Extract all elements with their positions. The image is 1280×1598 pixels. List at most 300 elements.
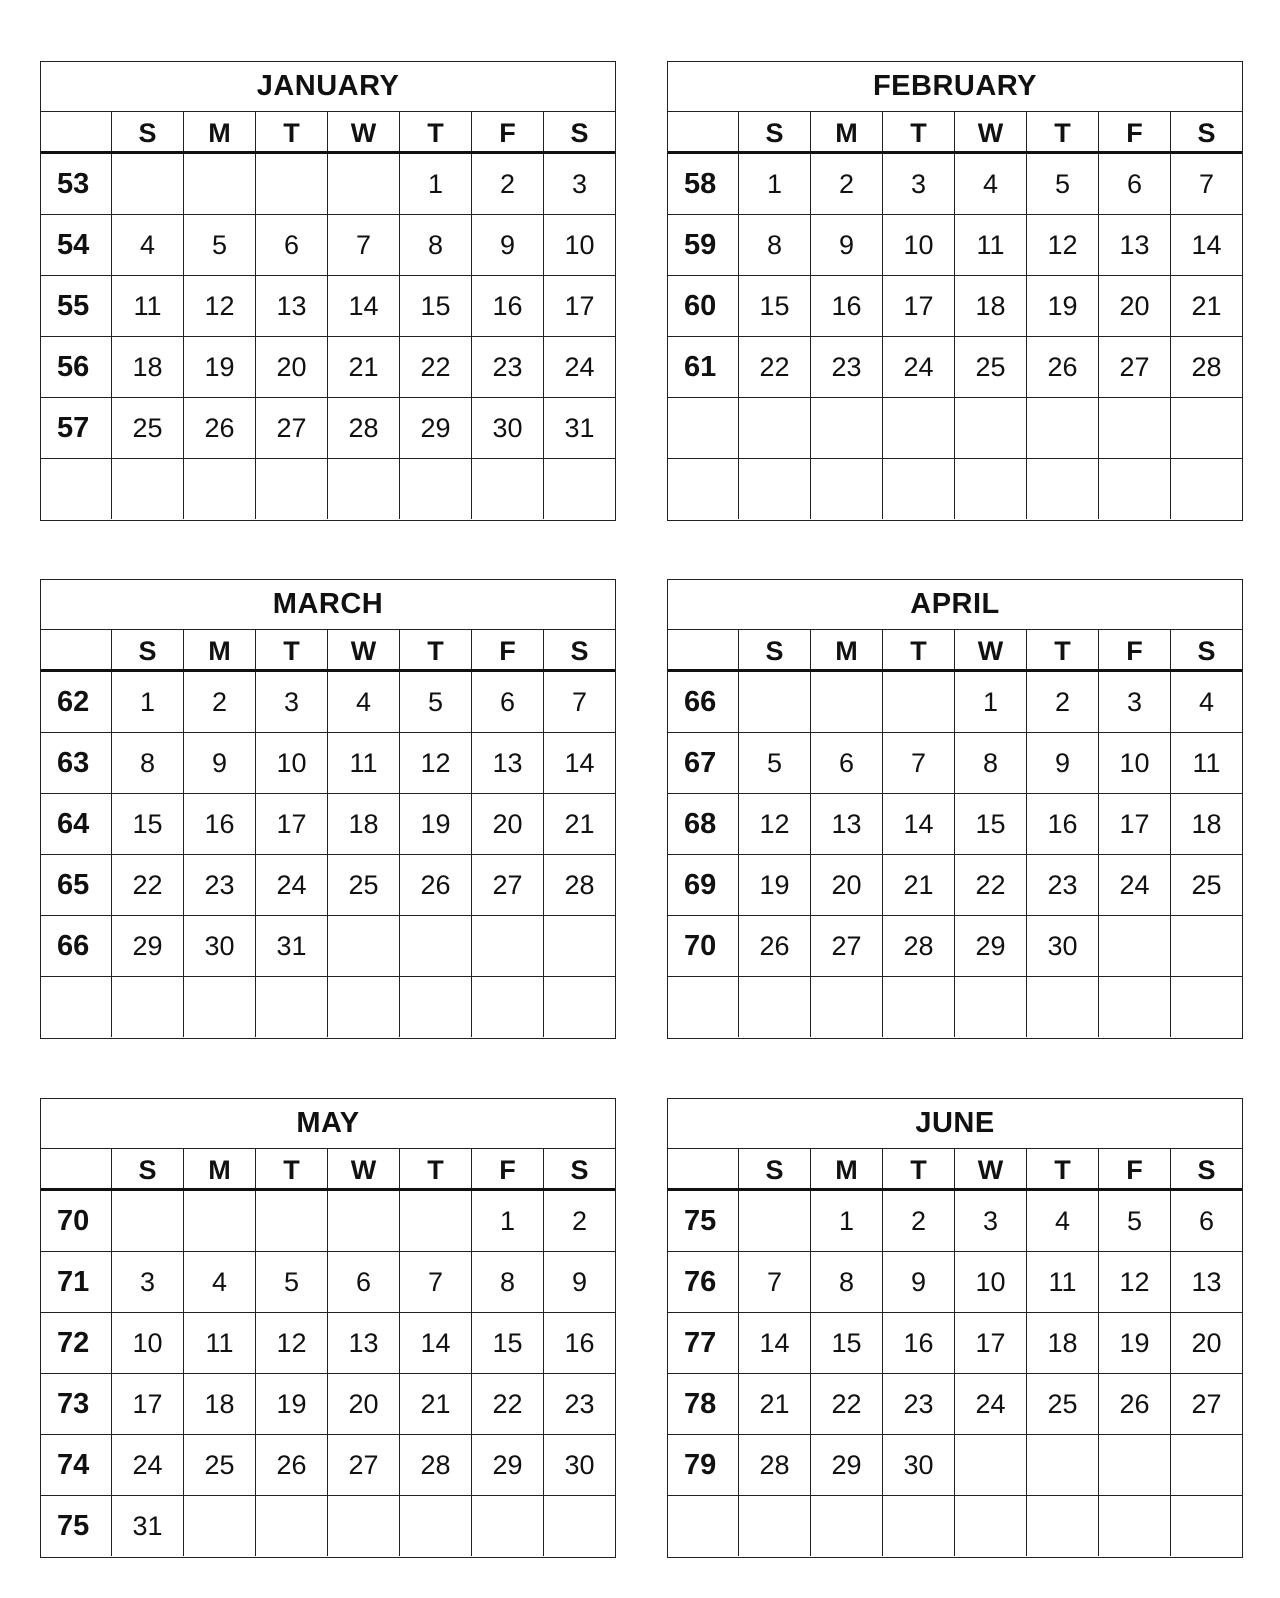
day-cell: 15 (738, 276, 810, 336)
week-row (41, 154, 615, 215)
weekday-label: F (1098, 1149, 1170, 1188)
week-number: 63 (57, 747, 90, 779)
day-cell: 3 (954, 1191, 1026, 1251)
day-cell (954, 1435, 1026, 1495)
day-cell (471, 459, 543, 519)
day-cell: 8 (111, 733, 183, 793)
weekday-label: S (1170, 630, 1242, 669)
week-number-header (41, 1149, 111, 1188)
day-cell: 5 (255, 1252, 327, 1312)
day-cell (1098, 916, 1170, 976)
day-cell (255, 1496, 327, 1556)
weekday-label: S (1170, 112, 1242, 151)
day-cell: 7 (738, 1252, 810, 1312)
day-cell (1098, 398, 1170, 458)
weekday-label: T (399, 112, 471, 151)
day-cell (327, 459, 399, 519)
weekday-header-row (41, 630, 615, 672)
day-cell: 27 (1170, 1374, 1242, 1434)
day-cell: 2 (471, 154, 543, 214)
week-row (668, 1313, 1242, 1374)
weekday-label: T (255, 1149, 327, 1188)
day-cell (1026, 1496, 1098, 1556)
weekday-label: S (738, 1149, 810, 1188)
day-cell: 11 (327, 733, 399, 793)
day-cell: 18 (1170, 794, 1242, 854)
day-cell: 21 (1170, 276, 1242, 336)
day-cell: 13 (1170, 1252, 1242, 1312)
day-cell: 7 (543, 672, 615, 732)
day-cell (471, 916, 543, 976)
week-number-header (668, 630, 738, 669)
day-cell: 27 (1098, 337, 1170, 397)
day-cell: 1 (111, 672, 183, 732)
day-cell: 28 (738, 1435, 810, 1495)
weekday-label: W (954, 1149, 1026, 1188)
day-cell: 1 (954, 672, 1026, 732)
weekday-header-row (41, 1149, 615, 1191)
day-cell: 23 (471, 337, 543, 397)
day-cell: 19 (399, 794, 471, 854)
day-cell: 21 (399, 1374, 471, 1434)
week-number: 73 (57, 1388, 90, 1420)
day-cell: 26 (738, 916, 810, 976)
day-cell: 6 (1098, 154, 1170, 214)
day-cell: 4 (183, 1252, 255, 1312)
day-cell: 2 (183, 672, 255, 732)
day-cell: 21 (882, 855, 954, 915)
day-cell: 20 (471, 794, 543, 854)
day-cell: 9 (183, 733, 255, 793)
day-cell (1026, 398, 1098, 458)
week-row (668, 398, 1242, 459)
day-cell: 31 (543, 398, 615, 458)
day-cell (1098, 1496, 1170, 1556)
week-number (41, 977, 111, 1037)
day-cell: 8 (810, 1252, 882, 1312)
week-number: 69 (684, 869, 717, 901)
day-cell: 9 (543, 1252, 615, 1312)
day-cell: 22 (471, 1374, 543, 1434)
day-cell: 22 (738, 337, 810, 397)
day-cell: 26 (1098, 1374, 1170, 1434)
day-cell: 4 (1026, 1191, 1098, 1251)
week-row (668, 276, 1242, 337)
week-number-header (668, 112, 738, 151)
day-cell (810, 977, 882, 1037)
weekday-label: T (1026, 1149, 1098, 1188)
week-row (41, 459, 615, 519)
day-cell: 14 (1170, 215, 1242, 275)
week-row (668, 977, 1242, 1037)
week-row (41, 733, 615, 794)
day-cell: 10 (255, 733, 327, 793)
day-cell: 27 (327, 1435, 399, 1495)
day-cell (399, 977, 471, 1037)
day-cell (111, 977, 183, 1037)
month-title: JUNE (668, 1099, 1242, 1149)
week-row (41, 672, 615, 733)
day-cell: 4 (954, 154, 1026, 214)
weekday-label: T (399, 630, 471, 669)
day-cell: 16 (1026, 794, 1098, 854)
day-cell (327, 1496, 399, 1556)
day-cell: 29 (399, 398, 471, 458)
day-cell: 13 (810, 794, 882, 854)
week-row (41, 1191, 615, 1252)
day-cell: 5 (738, 733, 810, 793)
day-cell: 4 (111, 215, 183, 275)
day-cell: 23 (183, 855, 255, 915)
day-cell: 25 (954, 337, 1026, 397)
weekday-label: F (471, 1149, 543, 1188)
weekday-label: W (954, 112, 1026, 151)
day-cell: 28 (882, 916, 954, 976)
day-cell (882, 398, 954, 458)
day-cell (882, 672, 954, 732)
day-cell (1098, 1435, 1170, 1495)
day-cell: 3 (543, 154, 615, 214)
day-cell (738, 459, 810, 519)
week-number: 54 (57, 229, 90, 261)
day-cell: 15 (111, 794, 183, 854)
day-cell: 20 (1170, 1313, 1242, 1373)
day-cell: 31 (111, 1496, 183, 1556)
day-cell: 23 (810, 337, 882, 397)
day-cell: 7 (1170, 154, 1242, 214)
week-row (41, 794, 615, 855)
day-cell: 17 (882, 276, 954, 336)
day-cell: 16 (810, 276, 882, 336)
day-cell: 10 (954, 1252, 1026, 1312)
day-cell: 10 (543, 215, 615, 275)
day-cell: 15 (471, 1313, 543, 1373)
day-cell: 15 (810, 1313, 882, 1373)
day-cell: 12 (255, 1313, 327, 1373)
day-cell: 25 (327, 855, 399, 915)
day-cell: 14 (882, 794, 954, 854)
day-cell (810, 459, 882, 519)
day-cell (954, 977, 1026, 1037)
day-cell: 18 (111, 337, 183, 397)
week-row (41, 977, 615, 1037)
week-number: 70 (57, 1205, 90, 1237)
week-number: 78 (684, 1388, 717, 1420)
week-row (668, 1496, 1242, 1556)
day-cell: 25 (183, 1435, 255, 1495)
day-cell: 30 (183, 916, 255, 976)
day-cell: 8 (954, 733, 1026, 793)
day-cell: 25 (1026, 1374, 1098, 1434)
day-cell: 30 (543, 1435, 615, 1495)
day-cell: 18 (327, 794, 399, 854)
day-cell: 2 (882, 1191, 954, 1251)
day-cell: 18 (1026, 1313, 1098, 1373)
day-cell: 26 (183, 398, 255, 458)
day-cell (810, 672, 882, 732)
day-cell: 10 (882, 215, 954, 275)
weekday-label: F (471, 630, 543, 669)
day-cell: 11 (111, 276, 183, 336)
day-cell (1026, 1435, 1098, 1495)
day-cell (399, 1191, 471, 1251)
weekday-label: M (810, 112, 882, 151)
month-february (667, 61, 1243, 521)
weekday-header-row (668, 112, 1242, 154)
day-cell (399, 916, 471, 976)
day-cell (327, 1191, 399, 1251)
day-cell (882, 1496, 954, 1556)
weekday-label: T (882, 630, 954, 669)
week-row (668, 154, 1242, 215)
weekday-label: M (810, 1149, 882, 1188)
day-cell: 16 (543, 1313, 615, 1373)
day-cell: 11 (1170, 733, 1242, 793)
day-cell: 5 (399, 672, 471, 732)
day-cell: 27 (255, 398, 327, 458)
day-cell: 11 (1026, 1252, 1098, 1312)
day-cell: 23 (543, 1374, 615, 1434)
weekday-label: T (1026, 112, 1098, 151)
week-number: 75 (57, 1510, 90, 1542)
day-cell (471, 1496, 543, 1556)
day-cell: 10 (1098, 733, 1170, 793)
day-cell: 6 (1170, 1191, 1242, 1251)
month-title: APRIL (668, 580, 1242, 630)
week-row (41, 1496, 615, 1556)
day-cell (399, 1496, 471, 1556)
day-cell: 13 (327, 1313, 399, 1373)
weekday-label: S (1170, 1149, 1242, 1188)
weekday-label: S (543, 1149, 615, 1188)
week-row (41, 337, 615, 398)
day-cell (327, 977, 399, 1037)
week-row (668, 1191, 1242, 1252)
week-number: 66 (57, 930, 90, 962)
day-cell (1170, 1435, 1242, 1495)
day-cell (954, 459, 1026, 519)
day-cell: 29 (111, 916, 183, 976)
week-row (668, 672, 1242, 733)
day-cell: 6 (255, 215, 327, 275)
day-cell (1026, 977, 1098, 1037)
day-cell: 21 (543, 794, 615, 854)
day-cell (738, 977, 810, 1037)
day-cell: 22 (111, 855, 183, 915)
day-cell: 13 (1098, 215, 1170, 275)
day-cell: 3 (882, 154, 954, 214)
week-number (668, 459, 738, 519)
day-cell: 9 (1026, 733, 1098, 793)
day-cell: 20 (810, 855, 882, 915)
day-cell: 7 (399, 1252, 471, 1312)
week-number (668, 1496, 738, 1556)
week-number: 62 (57, 686, 90, 718)
weekday-label: M (183, 1149, 255, 1188)
day-cell: 12 (183, 276, 255, 336)
day-cell (1098, 977, 1170, 1037)
day-cell (111, 459, 183, 519)
week-number: 55 (57, 290, 90, 322)
day-cell (882, 977, 954, 1037)
day-cell: 23 (1026, 855, 1098, 915)
day-cell: 28 (399, 1435, 471, 1495)
weekday-label: F (471, 112, 543, 151)
day-cell (738, 1496, 810, 1556)
day-cell: 2 (810, 154, 882, 214)
weekday-label: T (882, 112, 954, 151)
day-cell: 5 (183, 215, 255, 275)
day-cell (1026, 459, 1098, 519)
week-row (41, 1252, 615, 1313)
day-cell: 22 (810, 1374, 882, 1434)
day-cell: 28 (1170, 337, 1242, 397)
weekday-header-row (668, 1149, 1242, 1191)
day-cell (111, 154, 183, 214)
day-cell: 30 (471, 398, 543, 458)
day-cell: 16 (471, 276, 543, 336)
week-row (668, 215, 1242, 276)
day-cell: 11 (183, 1313, 255, 1373)
day-cell: 10 (111, 1313, 183, 1373)
weekday-label: W (954, 630, 1026, 669)
week-number: 72 (57, 1327, 90, 1359)
month-title: FEBRUARY (668, 62, 1242, 112)
weekday-label: S (738, 112, 810, 151)
day-cell: 4 (327, 672, 399, 732)
week-number: 65 (57, 869, 90, 901)
day-cell: 3 (111, 1252, 183, 1312)
day-cell (183, 459, 255, 519)
weekday-label: M (810, 630, 882, 669)
day-cell: 3 (255, 672, 327, 732)
weekday-label: S (111, 630, 183, 669)
day-cell (327, 916, 399, 976)
weekday-label: T (255, 112, 327, 151)
week-number: 56 (57, 351, 90, 383)
weekday-label: T (399, 1149, 471, 1188)
day-cell (810, 398, 882, 458)
day-cell: 24 (1098, 855, 1170, 915)
weekday-label: T (1026, 630, 1098, 669)
day-cell: 17 (1098, 794, 1170, 854)
weekday-label: S (111, 1149, 183, 1188)
week-row (668, 337, 1242, 398)
day-cell: 17 (111, 1374, 183, 1434)
day-cell: 18 (183, 1374, 255, 1434)
day-cell: 12 (1026, 215, 1098, 275)
week-number: 77 (684, 1327, 717, 1359)
day-cell: 14 (327, 276, 399, 336)
week-row (668, 733, 1242, 794)
day-cell: 12 (1098, 1252, 1170, 1312)
day-cell (810, 1496, 882, 1556)
weekday-label: W (327, 630, 399, 669)
month-title: JANUARY (41, 62, 615, 112)
week-number: 75 (684, 1205, 717, 1237)
week-number (668, 977, 738, 1037)
day-cell: 17 (954, 1313, 1026, 1373)
day-cell (111, 1191, 183, 1251)
week-row (668, 1374, 1242, 1435)
month-march (40, 579, 616, 1039)
day-cell (543, 1496, 615, 1556)
day-cell: 29 (954, 916, 1026, 976)
month-april (667, 579, 1243, 1039)
week-row (668, 1435, 1242, 1496)
day-cell: 16 (882, 1313, 954, 1373)
week-number: 64 (57, 808, 90, 840)
day-cell (255, 977, 327, 1037)
week-number: 76 (684, 1266, 717, 1298)
day-cell: 24 (255, 855, 327, 915)
day-cell: 13 (255, 276, 327, 336)
day-cell (882, 459, 954, 519)
day-cell: 14 (543, 733, 615, 793)
week-number: 70 (684, 930, 717, 962)
day-cell (1098, 459, 1170, 519)
day-cell: 31 (255, 916, 327, 976)
day-cell: 25 (111, 398, 183, 458)
day-cell (327, 154, 399, 214)
day-cell: 29 (471, 1435, 543, 1495)
day-cell (471, 977, 543, 1037)
week-number: 61 (684, 351, 717, 383)
day-cell: 9 (471, 215, 543, 275)
day-cell: 6 (471, 672, 543, 732)
day-cell: 14 (738, 1313, 810, 1373)
weekday-label: S (111, 112, 183, 151)
day-cell: 22 (399, 337, 471, 397)
day-cell (543, 977, 615, 1037)
day-cell (1170, 977, 1242, 1037)
weekday-label: S (543, 112, 615, 151)
week-number: 74 (57, 1449, 90, 1481)
day-cell: 15 (954, 794, 1026, 854)
week-number: 67 (684, 747, 717, 779)
day-cell: 23 (882, 1374, 954, 1434)
day-cell (183, 154, 255, 214)
day-cell: 28 (327, 398, 399, 458)
day-cell: 30 (882, 1435, 954, 1495)
day-cell: 29 (810, 1435, 882, 1495)
day-cell (954, 1496, 1026, 1556)
day-cell: 13 (471, 733, 543, 793)
day-cell: 7 (327, 215, 399, 275)
week-number: 71 (57, 1266, 90, 1298)
day-cell (183, 977, 255, 1037)
week-row (41, 1435, 615, 1496)
day-cell: 7 (882, 733, 954, 793)
day-cell: 30 (1026, 916, 1098, 976)
day-cell: 28 (543, 855, 615, 915)
day-cell: 9 (882, 1252, 954, 1312)
weekday-label: T (882, 1149, 954, 1188)
day-cell: 22 (954, 855, 1026, 915)
day-cell: 6 (810, 733, 882, 793)
day-cell: 26 (255, 1435, 327, 1495)
weekday-label: W (327, 112, 399, 151)
week-number-header (41, 112, 111, 151)
day-cell: 1 (810, 1191, 882, 1251)
day-cell: 1 (399, 154, 471, 214)
week-number: 79 (684, 1449, 717, 1481)
week-number: 68 (684, 808, 717, 840)
day-cell: 1 (738, 154, 810, 214)
day-cell: 19 (255, 1374, 327, 1434)
day-cell (399, 459, 471, 519)
day-cell: 20 (255, 337, 327, 397)
